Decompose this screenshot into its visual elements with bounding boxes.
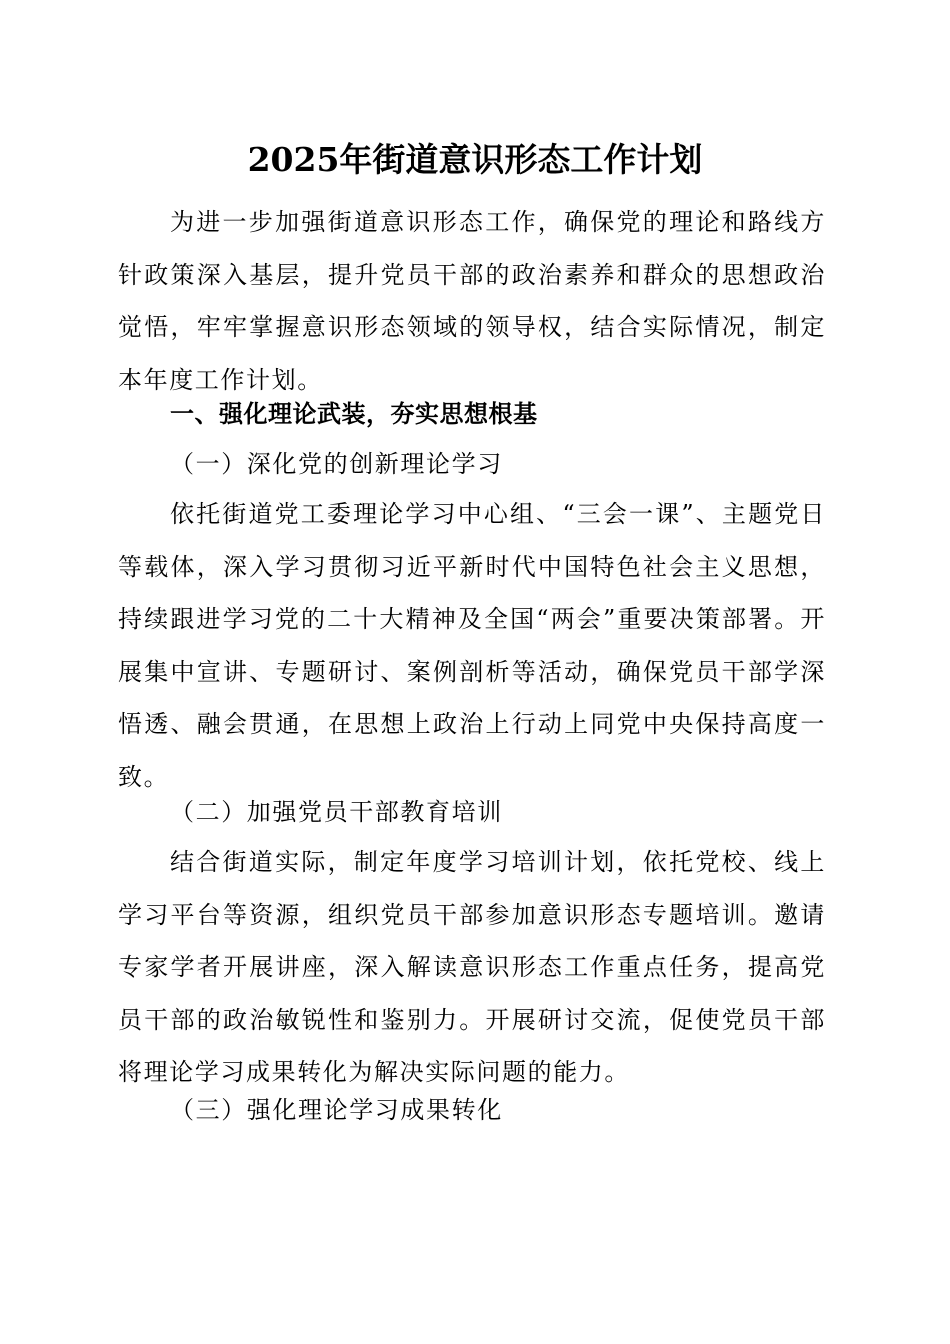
subsection-body-2: 结合街道实际，制定年度学习培训计划，依托党校、线上学习平台等资源，组织党员干部参加意识形态专题培训。邀请专家学者开展讲座，深入解读意识形态工作重点任务，提高党员干部的政治敏锐性和鉴别力。开展研讨交流，促使党员干部将理论学习成果转化为解决实际问题的能力。 (118, 848, 826, 1086)
intro-paragraph: 为进一步加强街道意识形态工作，确保党的理论和路线方针政策深入基层，提升党员干部的政治素养和群众的思想政治觉悟，牢牢掌握意识形态领域的领导权，结合实际情况，制定本年度工作计划。 (118, 208, 826, 394)
subsection-body-1: 依托街道党工委理论学习中心组、“三会一课”、主题党日等载体，深入学习贯彻习近平新时代中国特色社会主义思想，持续跟进学习党的二十大精神及全国“两会”重要决策部署。开展集中宣讲、专题研讨、案例剖析等活动，确保党员干部学深悟透、融会贯通，在思想上政治上行动上同党中央保持高度一致。 (118, 500, 826, 791)
subsection-heading-2: （二）加强党员干部教育培训 (170, 798, 503, 826)
subsection-heading-1: （一）深化党的创新理论学习 (170, 450, 503, 478)
section-heading-1: 一、强化理论武装，夯实思想根基 (170, 400, 538, 428)
document-title: 2025年街道意识形态工作计划 (247, 140, 703, 179)
subsection-heading-3: （三）强化理论学习成果转化 (170, 1096, 503, 1124)
